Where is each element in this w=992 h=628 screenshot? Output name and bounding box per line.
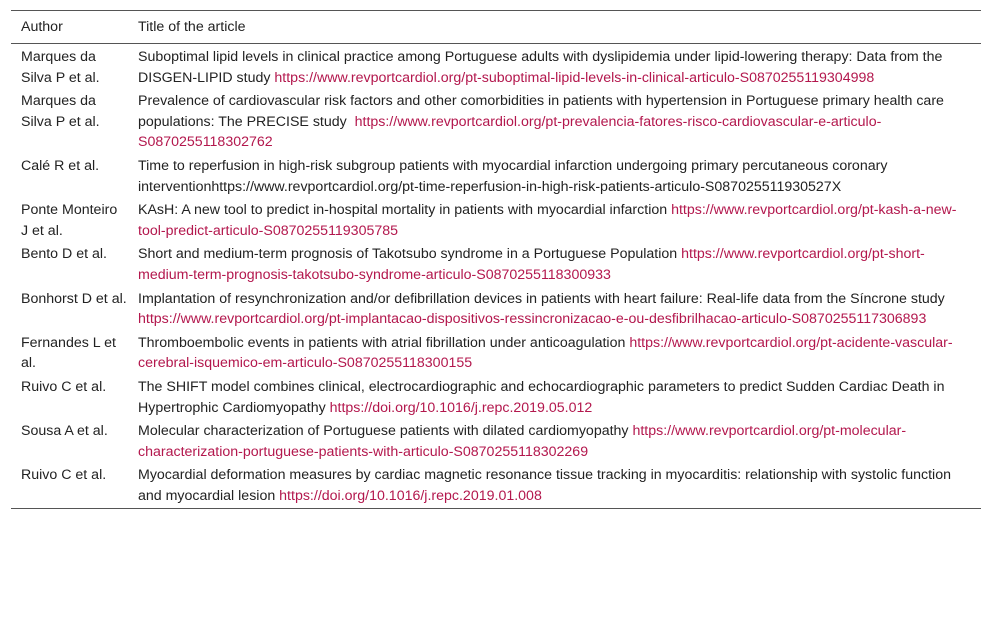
title-cell bbox=[128, 420, 981, 464]
author-cell: Calé R et al. bbox=[21, 157, 100, 174]
table-row bbox=[11, 90, 981, 155]
article-link[interactable]: https://www.revportcardiol.org/pt-implantacao-dispositivos-ressincronizacao-e-ou-desfibrilhacao-articulo-S0870255117306893 bbox=[138, 311, 927, 328]
table-row bbox=[11, 154, 981, 198]
table-row bbox=[11, 199, 981, 243]
article-link[interactable]: https://www.revportcardiol.org/pt-kash-a-new-tool-predict-articulo-S0870255119305785 bbox=[138, 202, 957, 239]
article-link[interactable]: https://www.revportcardiol.org/pt-suboptimal-lipid-levels-in-clinical-articulo-S0870255119304998 bbox=[274, 69, 875, 86]
title-cell bbox=[128, 90, 981, 155]
article-link[interactable]: https://www.revportcardiol.org/pt-molecular-characterization-portuguese-patients-with-articulo-S0870255118302269 bbox=[138, 423, 907, 460]
article-link[interactable]: https://www.revportcardiol.org/pt-short-medium-term-prognosis-takotsubo-syndrome-articulo-S0870255118300933 bbox=[138, 246, 925, 283]
table-row bbox=[11, 420, 981, 464]
author-cell: Fernandes L et al. bbox=[21, 334, 116, 372]
article-title: The SHIFT model combines clinical, electrocardiographic and echocardiographic parameters to predict Sudden Cardiac Death in Hypertrophic Cardiomyopathy bbox=[138, 378, 945, 416]
article-title: Implantation of resynchronization and/or defibrillation devices in patients with heart failure: Real-life data from the Síncrone study bbox=[138, 290, 945, 307]
title-column-header: Title of the article bbox=[138, 19, 246, 35]
author-cell: Bento D et al. bbox=[21, 246, 107, 263]
title-cell bbox=[128, 243, 981, 287]
article-title: Myocardial deformation measures by cardiac magnetic resonance tissue tracking in myocarditis: relationship with systolic function and myocardial lesion bbox=[138, 467, 951, 504]
author-column-header: Author bbox=[21, 19, 63, 35]
article-title: Short and medium-term prognosis of Takotsubo syndrome in a Portuguese Population bbox=[138, 246, 682, 263]
author-cell: Ruivo C et al. bbox=[21, 467, 107, 484]
article-title: KAsH: A new tool to predict in-hospital mortality in patients with myocardial infarction bbox=[138, 202, 672, 219]
author-cell: Ponte Monteiro J et al. bbox=[21, 202, 118, 239]
table-header-row bbox=[11, 11, 981, 44]
table-row bbox=[11, 44, 981, 90]
table-row bbox=[11, 287, 981, 331]
article-title: Time to reperfusion in high-risk subgroup patients with myocardial infarction undergoing primary percutaneous coronary interventionhttps://www.revportcardiol.org/pt-time-reperfusion-in-high-risk-patients-articulo-S087025511930527X bbox=[138, 157, 888, 195]
article-link[interactable]: https://www.revportcardiol.org/pt-acidente-vascular-cerebral-isquemico-em-articulo-S0870255118300155 bbox=[138, 334, 953, 372]
author-cell: Marques da Silva P et al. bbox=[21, 49, 100, 86]
title-cell bbox=[128, 199, 981, 243]
article-title: Molecular characterization of Portuguese patients with dilated cardiomyopathy bbox=[138, 423, 633, 440]
title-cell bbox=[128, 331, 981, 375]
references-table-container bbox=[11, 10, 981, 509]
author-cell: Bonhorst D et al. bbox=[21, 290, 127, 307]
article-link[interactable]: https://doi.org/10.1016/j.repc.2019.05.012 bbox=[329, 399, 593, 416]
title-cell bbox=[128, 44, 981, 90]
article-title: Thromboembolic events in patients with atrial fibrillation under anticoagulation bbox=[138, 334, 630, 351]
author-cell: Sousa A et al. bbox=[21, 423, 108, 440]
article-link[interactable]: https://www.revportcardiol.org/pt-prevalencia-fatores-risco-cardiovascular-e-articulo-S0870255118302762 bbox=[138, 113, 882, 151]
author-cell: Ruivo C et al. bbox=[21, 378, 107, 395]
table-row bbox=[11, 464, 981, 509]
author-cell: Marques da Silva P et al. bbox=[21, 93, 100, 130]
article-title: Prevalence of cardiovascular risk factors and other comorbidities in patients with hypertension in Portuguese primary health care populations: The PRECISE study bbox=[138, 93, 944, 130]
article-title: Suboptimal lipid levels in clinical practice among Portuguese adults with dyslipidemia under lipid-lowering therapy: Data from the DISGEN-LIPID study bbox=[138, 49, 943, 86]
title-cell bbox=[128, 375, 981, 419]
article-link[interactable]: https://doi.org/10.1016/j.repc.2019.01.008 bbox=[279, 487, 542, 504]
table-row bbox=[11, 375, 981, 419]
title-cell bbox=[128, 464, 981, 509]
title-cell bbox=[128, 287, 981, 331]
title-cell bbox=[128, 154, 981, 198]
references-table bbox=[11, 10, 981, 509]
table-row bbox=[11, 331, 981, 375]
table-row bbox=[11, 243, 981, 287]
